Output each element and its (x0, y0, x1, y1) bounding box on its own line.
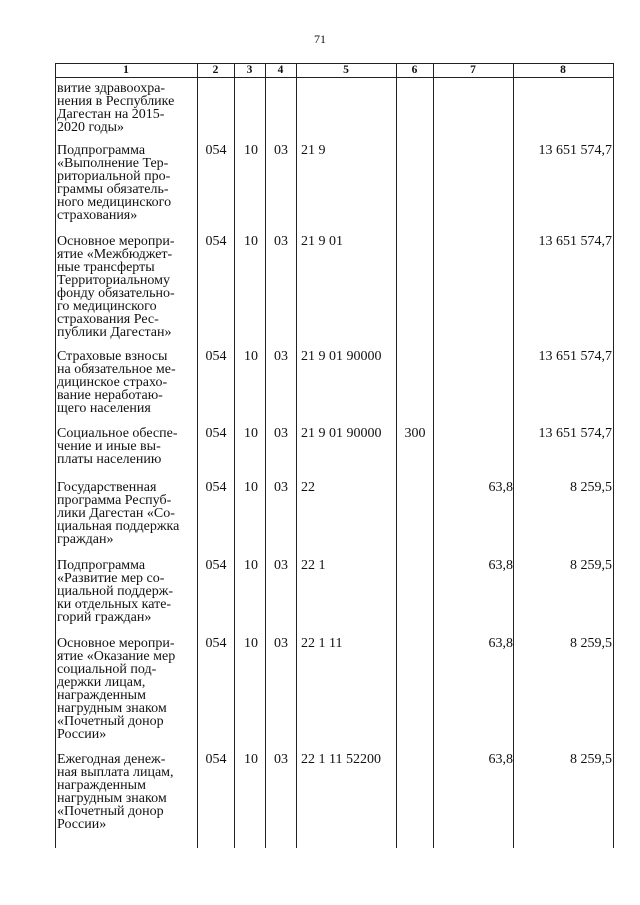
cell-col-5: 21 9 01 (301, 234, 343, 249)
cell-col-5: 22 1 11 (301, 636, 343, 651)
cell-col-7: 63,8 (488, 636, 513, 651)
row-name-line: «Выполнение Тер- (57, 156, 169, 171)
cell-col-3: 10 (244, 558, 258, 573)
column-divider (396, 63, 397, 848)
row-name-line: Ежегодная денеж- (57, 752, 166, 767)
row-name-line: страхования» (57, 208, 138, 223)
row-name-line: нения в Республике (57, 94, 175, 109)
column-header: 7 (470, 64, 476, 76)
cell-col-3: 10 (244, 480, 258, 495)
cell-col-5: 22 (301, 480, 315, 495)
row-name-line: Дагестан на 2015- (57, 107, 165, 122)
cell-col-3: 10 (244, 752, 258, 767)
cell-col-3: 10 (244, 636, 258, 651)
row-name-line: публики Дагестан» (57, 325, 172, 340)
page-number: 71 (314, 32, 326, 46)
cell-col-7: 63,8 (488, 558, 513, 573)
cell-col-5: 21 9 01 90000 (301, 349, 382, 364)
row-name-line: го медицинского (57, 299, 157, 314)
cell-col-7: 63,8 (488, 480, 513, 495)
cell-col-8: 13 651 574,7 (538, 143, 612, 158)
row-name-line: России» (57, 817, 107, 832)
row-name-line: Социальное обеспе- (57, 426, 178, 441)
row-name-line: Подпрограмма (57, 558, 146, 573)
row-name-line: Подпрограмма (57, 143, 146, 158)
row-name-line: лики Дагестан «Со- (57, 506, 175, 521)
row-name-line: России» (57, 727, 107, 742)
column-divider (296, 63, 297, 848)
row-name-line: нагрудным знаком (57, 701, 167, 716)
row-name-line: ные трансферты (57, 260, 155, 275)
row-name-line: «Почетный донор (57, 804, 164, 819)
cell-col-5: 22 1 (301, 558, 326, 573)
column-divider (513, 63, 514, 848)
row-name-line: Основное меропри- (57, 234, 175, 249)
row-name-cell (57, 350, 193, 415)
row-name-line: 2020 годы» (57, 120, 125, 135)
cell-col-4: 03 (274, 636, 288, 651)
row-name-line: платы населению (57, 452, 162, 467)
cell-col-3: 10 (244, 349, 258, 364)
column-header: 2 (212, 64, 219, 76)
row-name-line: Основное меропри- (57, 636, 175, 651)
cell-col-4: 03 (274, 480, 288, 495)
row-name-cell (57, 235, 193, 339)
row-name-line: витие здравоохра- (57, 81, 166, 96)
row-name-line: циальной поддерж- (57, 584, 174, 599)
row-name-cell (57, 427, 193, 466)
column-header: 3 (246, 64, 253, 76)
cell-col-2: 054 (205, 426, 227, 441)
row-name-line: страхования Рес- (57, 312, 159, 327)
cell-col-2: 054 (205, 752, 227, 767)
row-name-cell (57, 559, 193, 624)
row-name-line: на обязательное ме- (57, 362, 176, 377)
row-name-line: риториальной про- (57, 169, 171, 184)
row-name-line: «Почетный донор (57, 714, 164, 729)
cell-col-8: 13 651 574,7 (538, 426, 612, 441)
row-name-line: циальная поддержка (57, 519, 180, 534)
budget-table (55, 63, 613, 848)
cell-col-4: 03 (274, 143, 288, 158)
row-name-line: нагрудным знаком (57, 791, 167, 806)
cell-col-3: 10 (244, 426, 258, 441)
column-divider (613, 63, 614, 848)
column-divider (197, 63, 198, 848)
cell-col-2: 054 (205, 636, 227, 651)
column-header: 4 (277, 64, 284, 76)
cell-col-4: 03 (274, 752, 288, 767)
cell-col-8: 8 259,5 (570, 480, 612, 495)
row-name-line: ная выплата лицам, (57, 765, 174, 780)
row-name-line: фонду обязательно- (57, 286, 175, 301)
row-name-line: вание неработаю- (57, 388, 163, 403)
row-name-line: «Развитие мер со- (57, 571, 165, 586)
cell-col-2: 054 (205, 143, 227, 158)
cell-col-4: 03 (274, 558, 288, 573)
column-header: 5 (343, 64, 349, 76)
row-name-line: Государственная (57, 480, 157, 495)
row-name-line: граммы обязатель- (57, 182, 169, 197)
cell-col-2: 054 (205, 480, 227, 495)
row-name-line: ки отдельных кате- (57, 597, 172, 612)
column-divider (55, 63, 56, 848)
cell-col-3: 10 (244, 234, 258, 249)
column-divider (265, 63, 266, 848)
cell-col-2: 054 (205, 234, 227, 249)
row-name-line: держки лицам, (57, 675, 146, 690)
cell-col-4: 03 (274, 349, 288, 364)
cell-col-4: 03 (274, 426, 288, 441)
row-name-cell (57, 753, 193, 831)
row-name-line: Страховые взносы (57, 349, 168, 364)
row-name-line: чение и иные вы- (57, 439, 161, 454)
row-name-cell (57, 82, 193, 134)
cell-col-5: 22 1 11 52200 (301, 752, 381, 767)
row-name-line: граждан» (57, 532, 114, 547)
row-name-line: ятие «Межбюджет- (57, 247, 173, 262)
row-name-line: награжденным (57, 688, 146, 703)
row-name-line: социальной под- (57, 662, 157, 677)
cell-col-3: 10 (244, 143, 258, 158)
cell-col-8: 13 651 574,7 (538, 234, 612, 249)
column-divider (234, 63, 235, 848)
cell-col-4: 03 (274, 234, 288, 249)
cell-col-8: 13 651 574,7 (538, 349, 612, 364)
row-name-line: дицинское страхо- (57, 375, 168, 390)
cell-col-2: 054 (205, 558, 227, 573)
row-name-line: Территориальному (57, 273, 170, 288)
row-name-line: щего населения (57, 401, 151, 416)
cell-col-5: 21 9 (301, 143, 326, 158)
cell-col-6: 300 (404, 426, 426, 441)
row-name-line: программа Респуб- (57, 493, 172, 508)
cell-col-8: 8 259,5 (570, 558, 612, 573)
column-header: 8 (560, 64, 566, 76)
row-name-cell (57, 481, 193, 546)
row-name-line: ного медицинского (57, 195, 172, 210)
cell-col-2: 054 (205, 349, 227, 364)
cell-col-8: 8 259,5 (570, 752, 612, 767)
cell-col-5: 21 9 01 90000 (301, 426, 382, 441)
cell-col-8: 8 259,5 (570, 636, 612, 651)
row-name-line: награжденным (57, 778, 146, 793)
cell-col-7: 63,8 (488, 752, 513, 767)
row-name-cell (57, 144, 193, 222)
row-name-line: горий граждан» (57, 610, 152, 625)
column-divider (433, 63, 434, 848)
column-header: 1 (123, 64, 129, 76)
header-bottom-border (55, 77, 613, 78)
row-name-line: ятие «Оказание мер (57, 649, 176, 664)
row-name-cell (57, 637, 193, 741)
column-header: 6 (411, 64, 418, 76)
